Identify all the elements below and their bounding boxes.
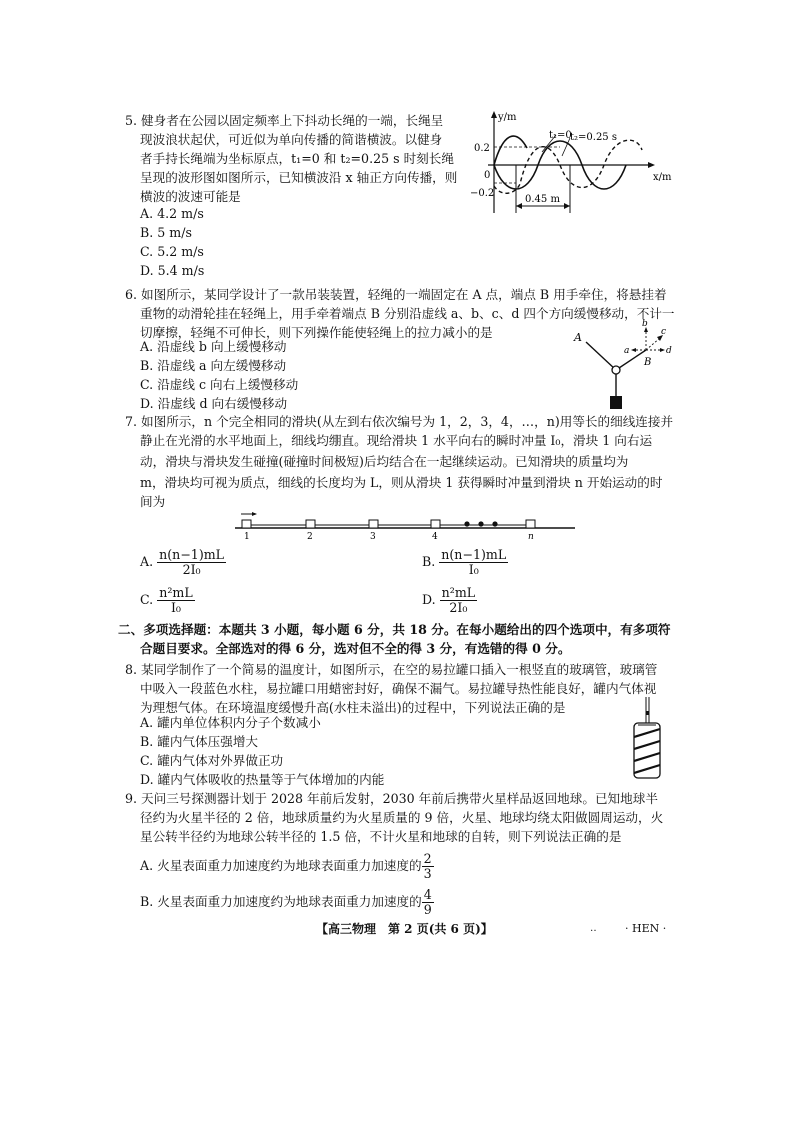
q7-sliders-figure <box>235 508 580 542</box>
q9-option-a-num: 2 <box>423 851 432 866</box>
q9-option-b <box>140 888 434 917</box>
q7-option-d-den: 2I₀ <box>449 600 468 615</box>
q9-option-b-den: 9 <box>423 902 432 917</box>
q6-label-b: b <box>642 319 648 329</box>
q8-line-3: 为理想气体。在环境温度缓慢升高(水柱未溢出)的过程中，下列说法正确的是 <box>140 700 566 715</box>
q6-label-c: c <box>661 327 667 337</box>
q5-line-5: 横波的波速可能是 <box>140 189 241 204</box>
q7-option-d <box>422 586 477 615</box>
q5-wave-figure <box>470 108 680 218</box>
section2-heading-line-2: 合题目要求。全部选对的得 6 分，选对但不全的得 3 分，有选错的得 0 分。 <box>140 641 571 656</box>
q5-label-t1: t₁=0 <box>549 130 572 141</box>
q7-option-d-fraction <box>440 586 477 615</box>
q9-option-b-num: 4 <box>423 887 432 902</box>
q8-line-2: 中吸入一段蓝色水柱，易拉罐口用蜡密封好，确保不漏气。易拉罐导热性能良好，罐内气体视 <box>140 681 657 696</box>
q7-option-a-prefix: A. <box>140 554 154 569</box>
q7-option-a <box>140 548 226 577</box>
q6-option-b: B. 沿虚线 a 向左缓慢移动 <box>140 358 287 373</box>
q7-slider-label-n: n <box>528 532 534 542</box>
q6-option-c: C. 沿虚线 c 向右上缓慢移动 <box>140 377 299 392</box>
q8-option-b: B. 罐内气体压强增大 <box>140 734 259 749</box>
footer-mark: ‥ <box>590 923 597 934</box>
q9-option-a <box>140 852 434 881</box>
q7-option-c-fraction <box>157 586 194 615</box>
q7-slider-label-3: 3 <box>370 532 376 542</box>
q9-option-a-den: 3 <box>423 866 432 881</box>
q8-line-1: 8. 某同学制作了一个简易的温度计，如图所示，在空的易拉罐口插入一根竖直的玻璃管，玻璃管 <box>125 662 658 677</box>
q8-option-d: D. 罐内气体吸收的热量等于气体增加的内能 <box>140 772 385 787</box>
q7-line-2: 静止在光滑的水平地面上，细线均绷直。现给滑块 1 水平向右的瞬时冲量 I₀，滑块 1 向右运 <box>140 433 653 448</box>
q6-label-B: B <box>644 357 652 368</box>
q7-option-b-num: n(n−1)mL <box>441 547 507 562</box>
q7-option-b-den: I₀ <box>468 562 479 577</box>
q7-option-c <box>140 586 195 615</box>
q7-option-c-num: n²mL <box>159 585 193 600</box>
q6-line-1: 6. 如图所示，某同学设计了一款吊装装置，轻绳的一端固定在 A 点，端点 B 用手牵住，将悬挂着 <box>125 287 667 302</box>
q9-option-a-fraction <box>422 852 434 881</box>
q9-option-b-fraction <box>422 888 434 917</box>
q5-line-2: 现波浪状起伏，可近似为单向传播的简谐横波。以健身 <box>140 132 443 147</box>
q7-option-a-num: n(n−1)mL <box>159 547 225 562</box>
q5-option-b: B. 5 m/s <box>140 225 192 240</box>
q7-line-3: 动，滑块与滑块发生碰撞(碰撞时间极短)后均结合在一起继续运动。已知滑块的质量均为 <box>140 454 629 469</box>
q5-xlabel: x/m <box>653 172 672 183</box>
q9-option-a-text: A. 火星表面重力加速度约为地球表面重力加速度的 <box>140 858 422 873</box>
q6-label-a: a <box>624 346 630 356</box>
q8-can-thermometer-figure <box>630 697 664 781</box>
q5-ylabel: y/m <box>498 112 517 123</box>
q5-distance-label: 0.45 m <box>525 194 560 205</box>
q9-line-2: 径约为火星半径的 2 倍，地球质量约为火星质量的 9 倍，火星、地球均绕太阳做圆周运动，火 <box>140 810 664 825</box>
footer-code: · HEN · <box>625 922 667 935</box>
q6-pulley-figure <box>566 318 674 412</box>
q5-option-d: D. 5.4 m/s <box>140 263 205 278</box>
q5-option-c: C. 5.2 m/s <box>140 244 204 259</box>
q8-option-c: C. 罐内气体对外界做正功 <box>140 753 284 768</box>
q7-slider-label-4: 4 <box>432 532 438 542</box>
q7-option-d-prefix: D. <box>422 592 436 607</box>
q7-slider-label-1: 1 <box>244 532 250 542</box>
q5-tick-neg: −0.2 <box>470 188 495 199</box>
q5-origin: 0 <box>484 170 491 181</box>
q7-line-1: 7. 如图所示，n 个完全相同的滑块(从左到右依次编号为 1，2，3，4，…，n)用等长的细线连接并 <box>125 414 674 429</box>
q5-line-1: 5. 健身者在公园以固定频率上下抖动长绳的一端，长绳呈 <box>125 113 444 128</box>
q7-line-4: m，滑块均可视为质点，细线的长度均为 L，则从滑块 1 获得瞬时冲量到滑块 n 开始运动的时 <box>140 475 663 490</box>
q6-option-a: A. 沿虚线 b 向上缓慢移动 <box>140 339 287 354</box>
q5-label-t2: t₂=0.25 s <box>570 132 617 143</box>
q6-label-d: d <box>666 346 672 356</box>
q9-option-b-text: B. 火星表面重力加速度约为地球表面重力加速度的 <box>140 894 422 909</box>
q9-line-1: 9. 天问三号探测器计划于 2028 年前后发射，2030 年前后携带火星样品返回地球。已知地球半 <box>125 791 658 806</box>
q5-line-4: 呈现的波形图如图所示，已知横波沿 x 轴正方向传播，则 <box>140 170 458 185</box>
q6-line-2: 重物的动滑轮挂在轻绳上，用手牵着端点 B 分别沿虚线 a、b、c、d 四个方向缓慢移动，不计一 <box>140 306 675 321</box>
q7-option-a-den: 2I₀ <box>182 562 201 577</box>
q7-slider-label-2: 2 <box>307 532 313 542</box>
q7-option-a-fraction <box>157 548 226 577</box>
q5-option-a: A. 4.2 m/s <box>140 206 204 221</box>
q8-option-a: A. 罐内单位体积内分子个数减小 <box>140 715 321 730</box>
q7-option-b-fraction <box>439 548 508 577</box>
q7-option-d-num: n²mL <box>441 585 476 600</box>
q7-option-b <box>422 548 508 577</box>
q5-tick-pos: 0.2 <box>474 143 490 154</box>
q7-option-c-prefix: C. <box>140 592 154 607</box>
page-footer: 【高三物理 第 2 页(共 6 页)】 <box>316 922 493 936</box>
q7-line-5: 间为 <box>140 494 166 509</box>
section2-heading-line-1: 二、多项选择题：本题共 3 小题，每小题 6 分，共 18 分。在每小题给出的四个选项中，有多项符 <box>118 622 671 637</box>
q7-option-c-den: I₀ <box>170 600 181 615</box>
q7-option-b-prefix: B. <box>422 554 436 569</box>
q9-line-3: 星公转半径约为地球公转半径的 1.5 倍，不计火星和地球的自转，则下列说法正确的是 <box>140 829 622 844</box>
q6-line-3: 切摩擦，轻绳不可伸长，则下列操作能使轻绳上的拉力减小的是 <box>140 325 493 340</box>
q6-option-d: D. 沿虚线 d 向右缓慢移动 <box>140 396 288 411</box>
q6-label-A: A <box>574 331 582 344</box>
q5-line-3: 者手持长绳端为坐标原点，t₁=0 和 t₂=0.25 s 时刻长绳 <box>140 151 454 166</box>
